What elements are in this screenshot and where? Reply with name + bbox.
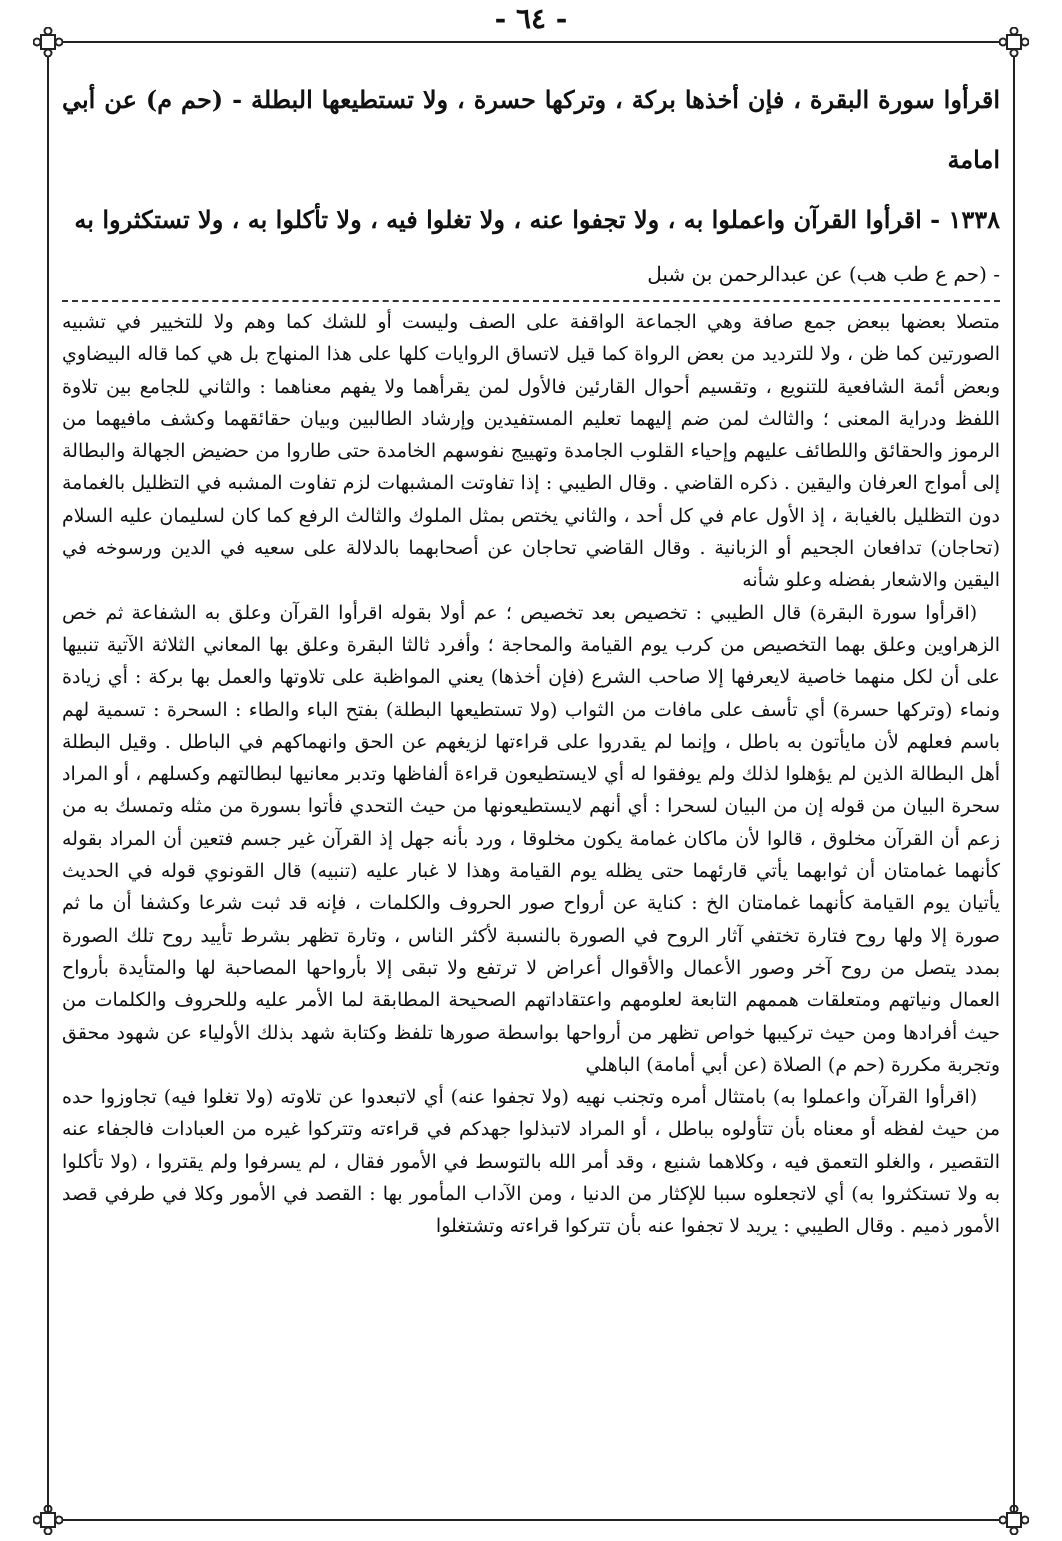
corner-ornament-icon [999, 1505, 1029, 1535]
bottom-border [62, 1519, 1000, 1521]
commentary-paragraph: (اقرأوا القرآن واعملوا به) بامتثال أمره وتجنب نهيه (ولا تجفوا عنه) أي لاتبعدوا عن تلاوته (ولا تغلوا فيه) تجاوزوا حده من حيث لفظه أو معناه بأن تتأولوه بباطل ، أو المراد لاتبذلوا جهدكم في قراءته وتتركوا غيره من العبادات فالجفاء عنه التقصير ، والغلو التعمق فيه ، وكلاهما شنيع ، وقد أمر الله بالتوسط في الأمور فقال ، لم يسرفوا ولم يقتروا ، (ولا تأكلوا به ولا تستكثروا به) أي لاتجعلوه سببا للإكثار من الدنيا ، ومن الآداب المأمور بها : القصد في الأمور وكلا في طرفي قصد الأمور ذميم . وقال الطيبي : يريد لا تجفوا عنه بأن تتركوا قراءته وتشتغلوا [62, 1086, 1000, 1238]
corner-ornament-icon [33, 1505, 63, 1535]
hadith-text [62, 70, 1000, 250]
corner-ornament-icon [999, 27, 1029, 57]
hadith-source: - (حم ع طب هب) عن عبدالرحمن بن شبل [647, 262, 1000, 286]
commentary-paragraph: (اقرأوا سورة البقرة) قال الطيبي : تخصيص بعد تخصيص ؛ عم أولا بقوله اقرأوا القرآن وعلق به الشفاعة ثم خص الزهراوين وعلق بهما التخصيص من كرب يوم القيامة والمحاجة ؛ وأفرد ثالثا البقرة وعلق بها المعاني الثلاثة الآتية تنبيها على أن لكل منهما خاصية لايعرفها إلا صاحب الشرع (فإن أخذها) يعني المواظبة على تلاوتها والعمل بها بركة : أي زيادة ونماء (وتركها حسرة) أي تأسف على مافات من الثواب (ولا تستطيعها البطلة) بفتح الباء والطاء : السحرة : تسمية لهم باسم فعلهم لأن مايأتون به باطل ، وإنما لم يقدروا على قراءتها لزيغهم عن الحق وانهماكهم في الباطل . وقيل البطلة أهل البطالة الذين لم يؤهلوا لذلك ولم يوفقوا له أي لايستطيعون قراءة ألفاظها وتدبر معانيها لبطالتهم وكسلهم ، أو المراد سحرة البيان من قوله إن من البيان لسحرا : أي أنهم لايستطيعونها من حيث التحدي فأتوا بسورة من مثله وتمسك به من زعم أن القرآن مخلوق ، قالوا لأن ماكان غمامة يكون مخلوقا ، ورد بأنه جهل إذ القرآن غير جسم فتعين أن المراد بقوله كأنهما غمامتان أن ثوابهما يأتي قارئهما حتى يظله يوم القيامة وهذا لا غبار عليه (تنبيه) قال القونوي قوله في الحديث يأتيان يوم القيامة كأنهما غمامتان الخ : كناية عن أرواح صور الحروف والكلمات ، فإنه قد ثبت شرعا وكشفا أن ما ثم صورة إلا ولها روح فتارة تختفي آثار الروح في الصورة بالنسبة لأكثر الناس ، وتارة تظهر بشرط تأييد روح تلك الصورة بمدد يتصل من روح آخر وصور الأعمال والأقوال أعراض لا ترتفع ولا تبقى إلا بأرواحها المصاحبة لها والمتأيدة بأرواح العمال ونياتهم ومتعلقات هممهم التابعة لعلومهم واعتقاداتهم الصحيحة المطابقة لما الأمر عليه وللحروف والكلمات من حيث أفرادها ومن حيث تركيبها خواص تظهر من أرواحها بواسطة صورها تلفظ وكتابة شهد بذلك الأولياء عن شهود محقق وتجربة مكررة (حم م) الصلاة (عن أبي أمامة) الباهلي [62, 601, 1000, 1076]
top-border [62, 41, 1000, 43]
hadith-line: اقرأوا سورة البقرة ، فإن أخذها بركة ، وتركها حسرة ، ولا تستطيعها البطلة - (حم م) عن أبي امامة [62, 85, 1000, 174]
hadith-line: ١٣٣٨ - اقرأوا القرآن واعملوا به ، ولا تجفوا عنه ، ولا تغلوا فيه ، ولا تأكلوا به ، ولا تستكثروا به [74, 205, 1000, 234]
section-divider [62, 300, 1000, 302]
page-number: - ٦٤ - [494, 2, 568, 35]
commentary-paragraph: متصلا بعضها ببعض جمع صافة وهي الجماعة الواقفة على الصف وليست أو للشك كما وهم ولا للتخيير في تشبيه الصورتين كما ظن ، ولا للترديد من بعض الرواة كما قيل لاتساق الروايات كلها على هذا المنهاج بل هي كما قاله البيضاوي وبعض أئمة الشافعية للتنويع ، وتقسيم أحوال القارئين فالأول لمن يقرأهما ولا يفهم معناهما : والثاني للجامع بين تلاوة اللفظ ودراية المعنى ؛ والثالث لمن ضم إليهما تعليم المستفيدين وإرشاد الطالبين وبيان حقائقهما وكشف مافيهما من الرموز والحقائق واللطائف عليهم وإحياء القلوب الجامدة وتهييج نفوسهم الخامدة حتى طاروا من حضيض الجهالة والبطالة إلى أمواج العرفان واليقين . ذكره القاضي . وقال الطيبي : إذا تفاوتت المشبهات لزم تفاوت المشبه في التظليل بالغمامة دون التظليل بالغيابة ، إذ الأول عام في كل أحد ، والثاني يختص بمثل الملوك والثالث الرفع كما كان لسليمان عليه السلام (تحاجان) تدافعان الجحيم أو الزبانية . وقال القاضي تحاجان عن أصحابهما بالدلالة على سعيه في الدين ورسوخه في اليقين والاشعار بفضله وعلو شأنه [62, 311, 1000, 592]
commentary [62, 306, 1000, 1243]
page-content [62, 70, 1000, 1243]
corner-ornament-icon [33, 27, 63, 57]
right-border [1013, 56, 1015, 1513]
left-border [47, 56, 49, 1513]
